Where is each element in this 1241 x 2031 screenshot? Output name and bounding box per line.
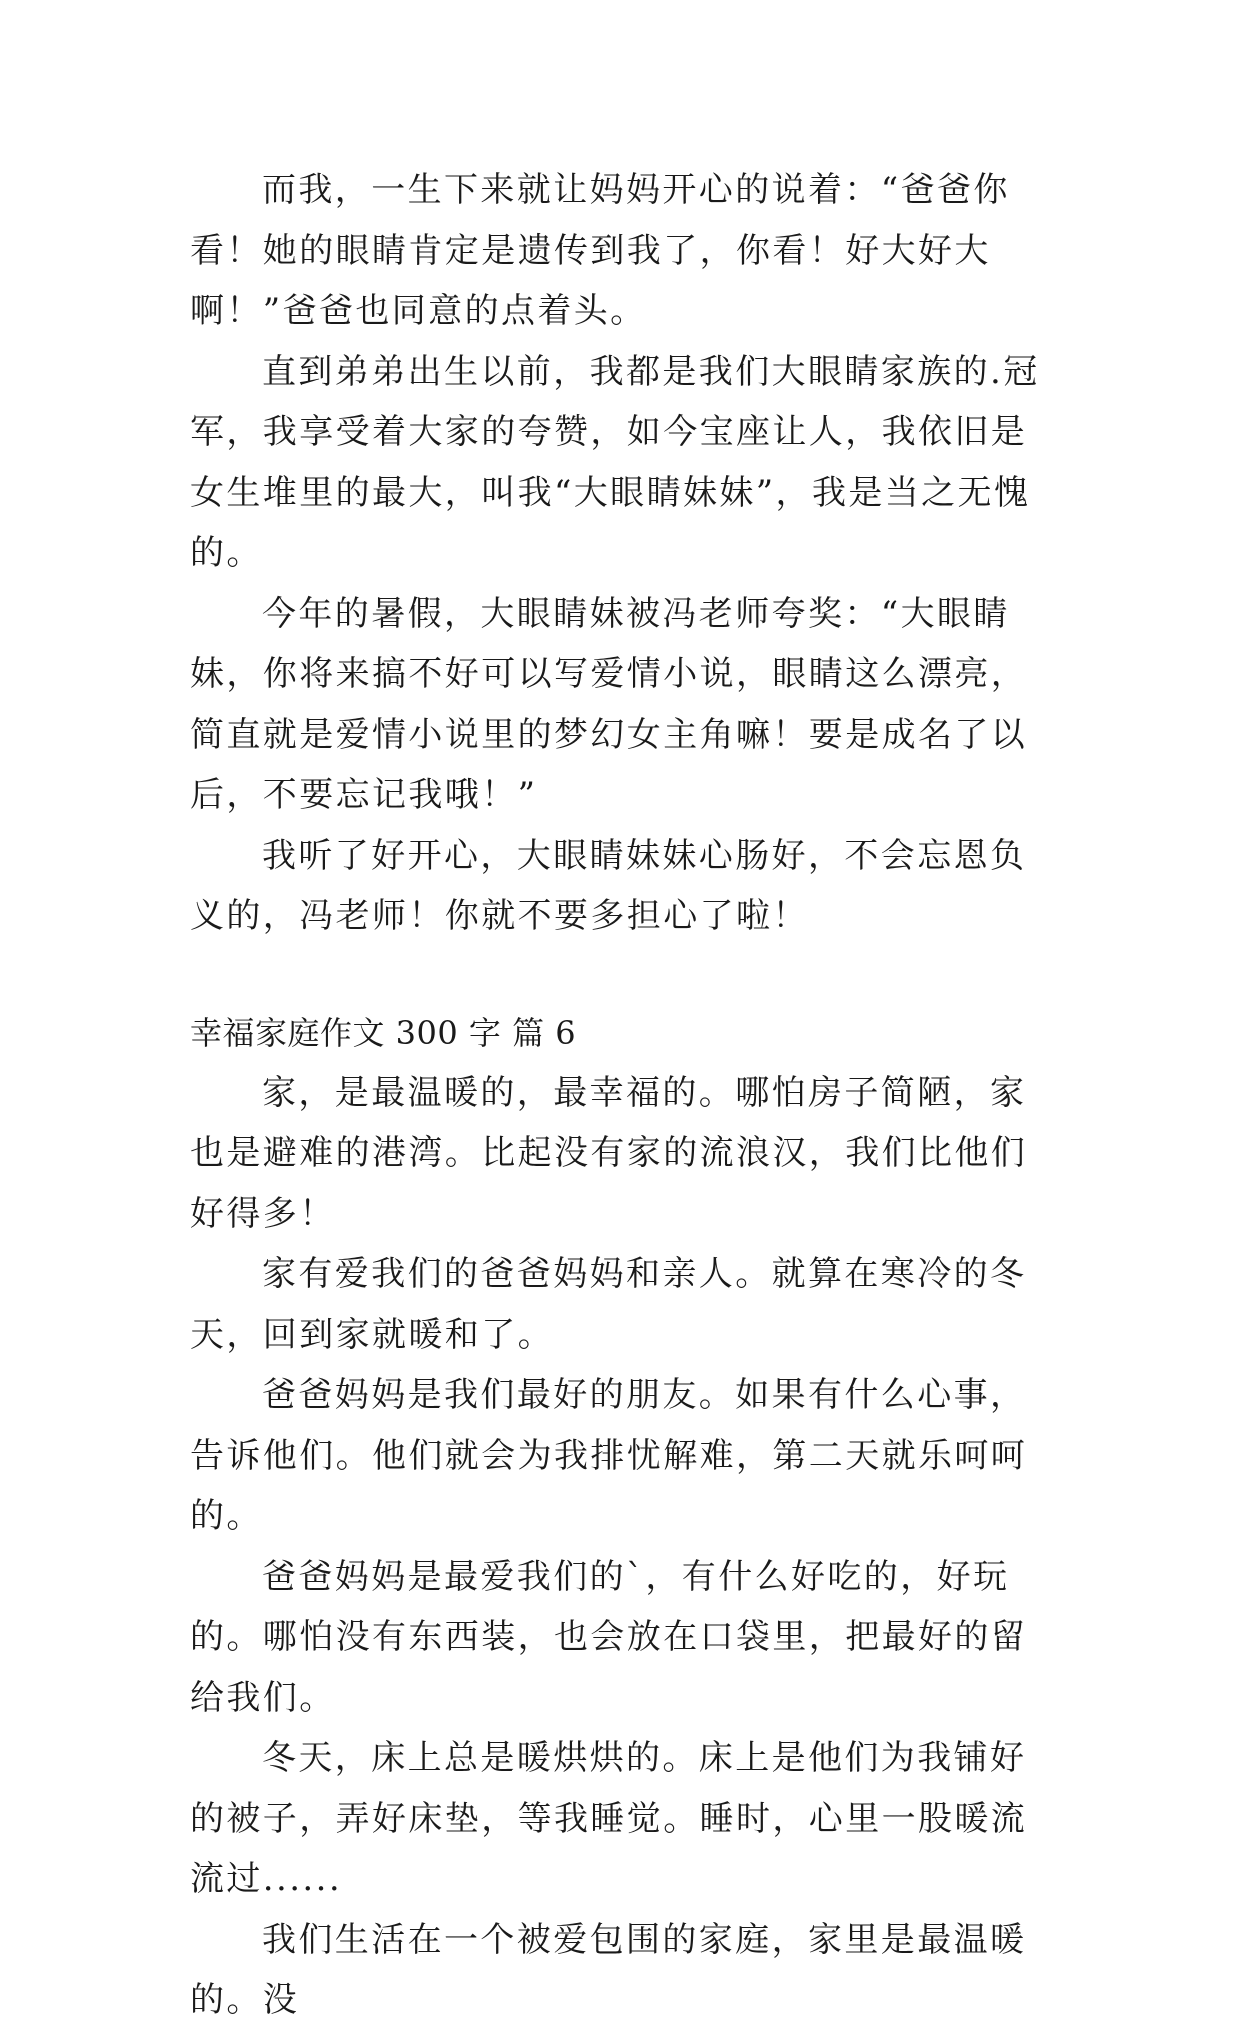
- paragraph: 直到弟弟出生以前，我都是我们大眼睛家族的.冠军，我享受着大家的夸赞，如今宝座让人，我依旧是女生堆里的最大，叫我“大眼睛妹妹”，我是当之无愧的。: [190, 351, 1040, 573]
- paragraph: 我听了好开心，大眼睛妹妹心肠好，不会忘恩负义的，冯老师！你就不要多担心了啦！: [190, 835, 1027, 936]
- document-body: [190, 160, 1050, 2031]
- section-heading: 幸福家庭作文 300 字 篇 6: [190, 1013, 577, 1052]
- paragraph: 家有爱我们的爸爸妈妈和亲人。就算在寒冷的冬天，回到家就暖和了。: [190, 1254, 1027, 1355]
- paragraph: 家，是最温暖的，最幸福的。哪怕房子简陋，家也是避难的港湾。比起没有家的流浪汉，我们比他们好得多！: [190, 1072, 1028, 1234]
- paragraph: 今年的暑假，大眼睛妹被冯老师夸奖：“大眼睛妹，你将来搞不好可以写爱情小说，眼睛这么漂亮，简直就是爱情小说里的梦幻女主角嘛！要是成名了以后，不要忘记我哦！”: [190, 593, 1028, 815]
- paragraph: 我们生活在一个被爱包围的家庭，家里是最温暖的。没: [190, 1919, 1027, 2020]
- paragraph: 爸爸妈妈是我们最好的朋友。如果有什么心事，告诉他们。他们就会为我排忧解难，第二天就乐呵呵的。: [190, 1375, 1028, 1536]
- paragraph: 冬天，床上总是暖烘烘的。床上是他们为我铺好的被子，弄好床垫，等我睡觉。睡时，心里一股暖流流过......: [190, 1738, 1028, 1899]
- paragraph: 而我，一生下来就让妈妈开心的说着：“爸爸你看！她的眼睛肯定是遗传到我了，你看！好大好大啊！”爸爸也同意的点着头。: [190, 170, 1010, 331]
- paragraph: 爸爸妈妈是最爱我们的`，有什么好吃的，好玩的。哪怕没有东西装，也会放在口袋里，把最好的留给我们。: [190, 1556, 1028, 1718]
